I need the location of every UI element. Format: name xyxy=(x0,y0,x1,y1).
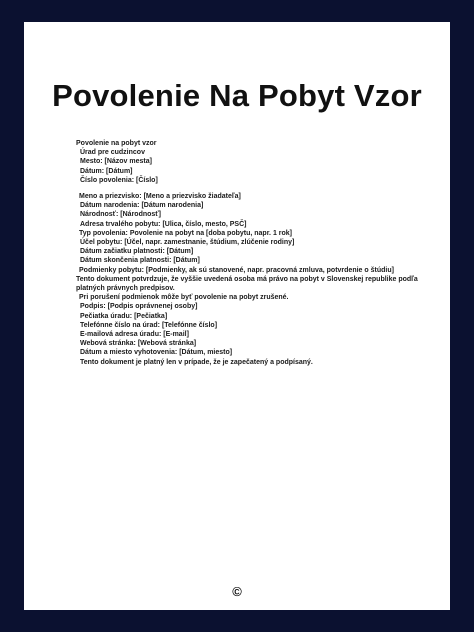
header-line: Mesto: [Názov mesta] xyxy=(80,158,152,166)
body-line: Typ povolenia: Povolenie na pobyt na [doba pobytu, napr. 1 rok] xyxy=(79,229,293,237)
body-line: platných právnych predpisov. xyxy=(76,285,175,293)
document-page xyxy=(24,22,450,610)
body-line: Účel pobytu: [Účel, napr. zamestnanie, štúdium, zlúčenie rodiny] xyxy=(80,239,295,247)
body-line: Telefónne číslo na úrad: [Telefónne číslo] xyxy=(80,321,218,329)
body-line: Tento dokument je platný len v prípade, že je zapečatený a podpísaný. xyxy=(80,358,313,366)
body-line: Dátum začiatku platnosti: [Dátum] xyxy=(80,248,194,256)
body-line: Dátum skončenia platnosti: [Dátum] xyxy=(80,257,200,265)
body-line: Pri porušení podmienok môže byť povolenie na pobyt zrušené. xyxy=(79,294,289,302)
body-line: Dátum a miesto vyhotovenia: [Dátum, miesto] xyxy=(80,349,233,357)
header-line: Povolenie na pobyt vzor xyxy=(76,140,157,147)
body-line: Meno a priezvisko: [Meno a priezvisko žiadateľa] xyxy=(79,193,241,200)
body-line: Národnosť: [Národnosť] xyxy=(80,211,161,219)
body-line: Webová stránka: [Webová stránka] xyxy=(80,340,197,348)
document-title: Povolenie Na Pobyt Vzor xyxy=(52,78,422,113)
header-line: Dátum: [Dátum] xyxy=(80,167,133,175)
header-line: Číslo povolenia: [Číslo] xyxy=(80,176,158,184)
body-line: E-mailová adresa úradu: [E-mail] xyxy=(80,331,189,339)
body-line: Podpis: [Podpis oprávnenej osoby] xyxy=(80,303,198,311)
body-line: Dátum narodenia: [Dátum narodenia] xyxy=(80,202,204,210)
header-line: Úrad pre cudzincov xyxy=(80,149,145,157)
body-line: Pečiatka úradu: [Pečiatka] xyxy=(80,312,168,320)
document-body-block xyxy=(76,192,418,367)
document-header-block xyxy=(76,139,158,185)
body-line: Adresa trvalého pobytu: [Ulica, číslo, mesto, PSČ] xyxy=(80,220,247,228)
copyright-icon: © xyxy=(232,584,242,599)
body-line: Podmienky pobytu: [Podmienky, ak sú stanovené, napr. pracovná zmluva, potvrdenie o štúdiu] xyxy=(79,266,394,274)
body-line: Tento dokument potvrdzuje, že vyššie uvedená osoba má právo na pobyt v Slovenskej republike podľa xyxy=(76,275,418,283)
